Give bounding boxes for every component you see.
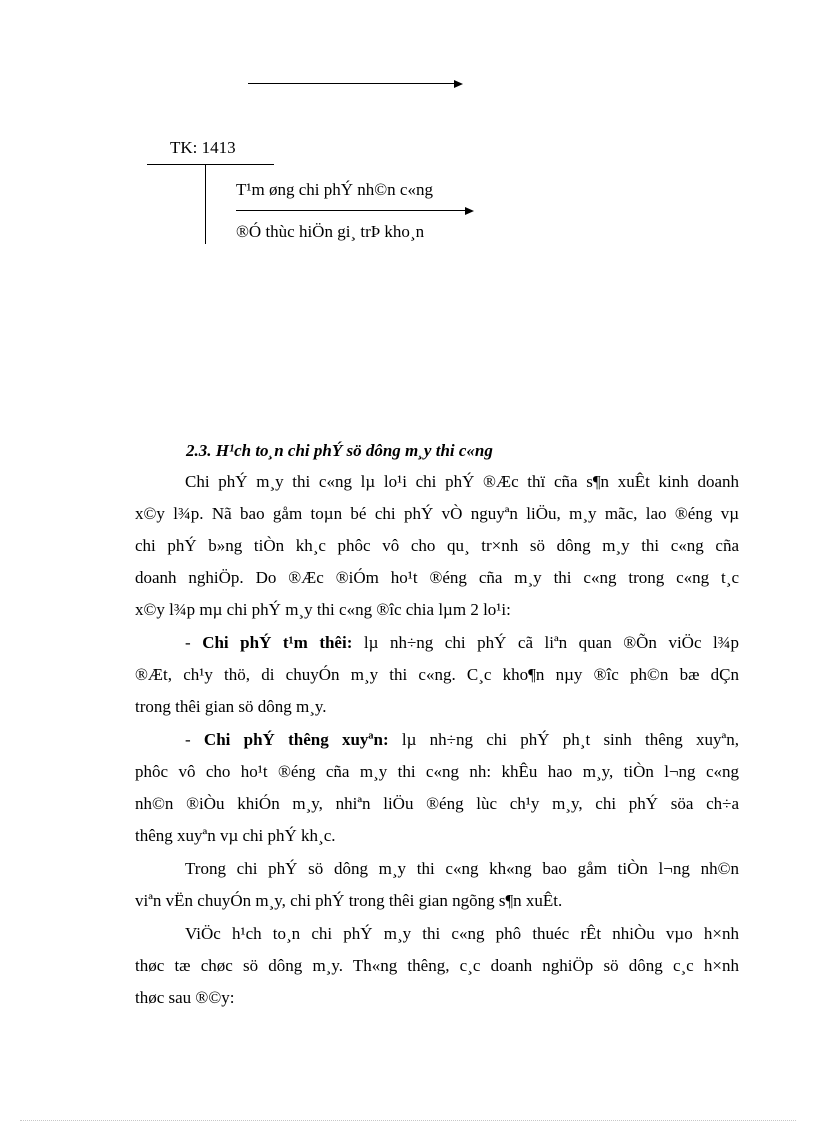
account-horizontal-line (147, 164, 274, 165)
paragraph-accounting-forms (135, 918, 739, 1014)
list-item-regular-cost (135, 724, 739, 852)
text-line: lµ nh÷ng chi phÝ ph¸t sinh thêng xuyªn, (401, 730, 739, 749)
account-label: TK: 1413 (170, 138, 236, 157)
text-line: viªn vËn chuyÓn m¸y, chi phÝ trong thêi gian ngõng s¶n xuÊt. (135, 891, 563, 910)
text-line: x©y l¾p. Nã bao gåm toµn bé chi phÝ vÒ nguyªn liÖu, m¸y mãc, lao ®éng vµ (135, 504, 739, 523)
text-line: nh©n ®iÒu khiÓn m¸y, nhiªn liÖu ®éng lùc ch¹y m¸y, chi phÝ söa ch÷a (135, 794, 739, 813)
text-line: Trong chi phÝ sö dông m¸y thi c«ng kh«ng bao gåm tiÒn l¬ng nh©n (185, 859, 739, 878)
list-item-label: Chi phÝ thêng xuyªn: (203, 730, 389, 749)
text-line: thøc sau ®©y: (135, 988, 235, 1007)
text-line: thøc tæ chøc sö dông m¸y. Th«ng thêng, c¸c doanh nghiÖp sö dông c¸c h×nh (135, 956, 739, 975)
text-line: doanh nghiÖp. Do ®Æc ®iÓm ho¹t ®éng cña m¸y thi c«ng trong c«ng t¸c (135, 568, 739, 587)
list-item-first-line: - Chi phÝ thêng xuyªn: lµ nh÷ng chi phÝ ph¸t sinh thêng xuyªn, (185, 730, 739, 749)
paragraph-intro (135, 466, 739, 626)
text-line: x©y l¾p mµ chi phÝ m¸y thi c«ng ®îc chia lµm 2 lo¹i: (135, 600, 511, 619)
list-item-label: Chi phÝ t¹m thêi: (202, 633, 353, 652)
paragraph-exclusions (135, 853, 739, 917)
list-item-temporary-cost (135, 627, 739, 723)
text-line: thêng xuyªn vµ chi phÝ kh¸c. (135, 826, 336, 845)
entry-text-line-1: T¹m øng chi phÝ nh©n c«ng (236, 180, 433, 199)
entry-text-line-2: ®Ó thùc hiÖn gi¸ trÞ kho¸n (236, 222, 425, 241)
text-line: ®Æt, ch¹y thö, di chuyÓn m¸y thi c«ng. C¸c kho¶n nµy ®îc ph©n bæ dÇn (135, 665, 739, 684)
text-line: trong thêi gian sö dông m¸y. (135, 697, 327, 716)
account-vertical-line (205, 165, 206, 244)
top-arrow-line (248, 83, 454, 84)
text-line: Chi phÝ m¸y thi c«ng lµ lo¹i chi phÝ ®Æc thï cña s¶n xuÊt kinh doanh (185, 472, 739, 491)
text-line: chi phÝ b»ng tiÒn kh¸c phôc vô cho qu¸ tr×nh sö dông m¸y thi c«ng cña (135, 536, 739, 555)
entry-arrow-line (236, 210, 465, 211)
text-line: lµ nh÷ng chi phÝ cã liªn quan ®Õn viÖc l¾p (363, 633, 739, 652)
page-bottom-border (20, 1120, 796, 1121)
top-arrow-head (454, 80, 463, 88)
text-line: ViÖc h¹ch to¸n chi phÝ m¸y thi c«ng phô thuéc rÊt nhiÒu vµo h×nh (185, 924, 739, 943)
entry-arrow-head (465, 207, 474, 215)
section-heading: 2.3. H¹ch to¸n chi phÝ sö dông m¸y thi c«ng (186, 441, 493, 460)
text-line: phôc vô cho ho¹t ®éng cña m¸y thi c«ng nh: khÊu hao m¸y, tiÒn l¬ng c«ng (135, 762, 739, 781)
list-item-first-line: - Chi phÝ t¹m thêi: lµ nh÷ng chi phÝ cã liªn quan ®Õn viÖc l¾p (185, 633, 739, 652)
